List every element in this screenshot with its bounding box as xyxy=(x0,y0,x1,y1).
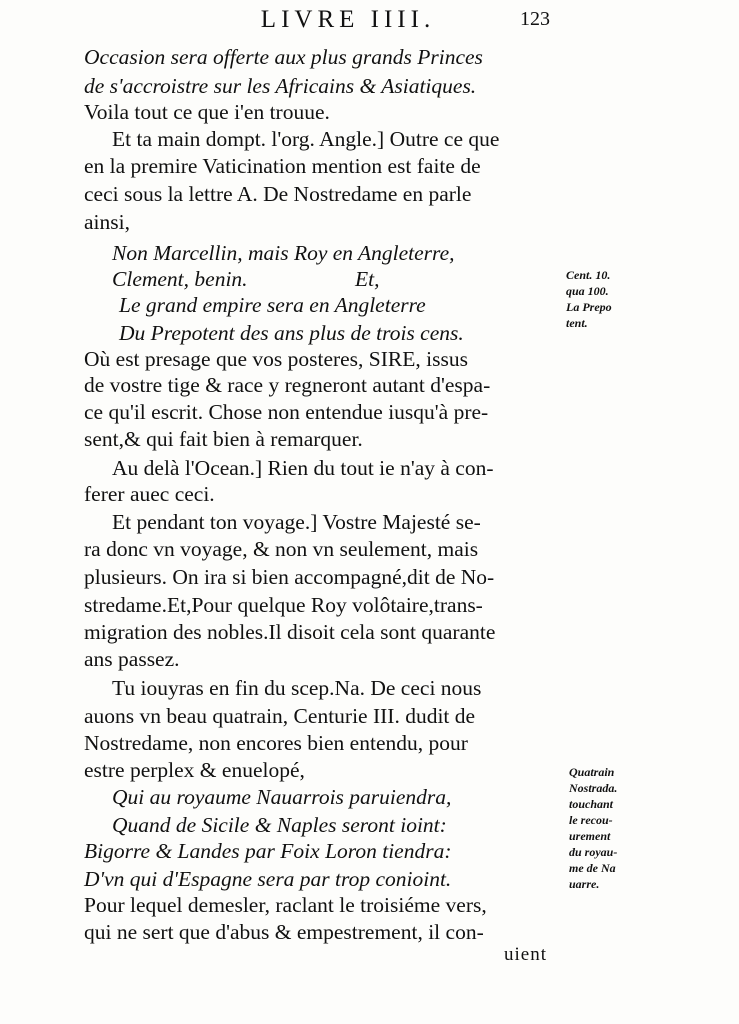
text-line: Occasion sera offerte aux plus grands Princes xyxy=(84,45,483,69)
text-line: Tu iouyras en fin du scep.Na. De ceci nous xyxy=(112,676,482,700)
text-line: stredame.Et,Pour quelque Roy volôtaire,trans- xyxy=(84,593,483,617)
text-line: qui ne sert que d'abus & empestrement, il con- xyxy=(84,920,484,944)
text-line: de s'accroistre sur les Africains & Asiatiques. xyxy=(84,74,477,98)
text-line: Clement, benin. Et, xyxy=(112,267,380,291)
text-line: sent,& qui fait bien à remarquer. xyxy=(84,427,363,451)
text-line: Et ta main dompt. l'org. Angle.] Outre ce que xyxy=(112,127,500,151)
text-line: Du Prepotent des ans plus de trois cens. xyxy=(119,321,464,345)
text-line: Non Marcellin, mais Roy en Angleterre, xyxy=(112,241,455,265)
margin-note-line: Quatrain xyxy=(569,765,615,779)
text-line: ra donc vn voyage, & non vn seulement, mais xyxy=(84,537,479,561)
text-line: Pour lequel demesler, raclant le troisiéme vers, xyxy=(84,893,487,917)
margin-note-quatrain xyxy=(569,764,617,892)
margin-note-line: me de Na xyxy=(569,861,616,875)
text-line: migration des nobles.Il disoit cela sont quarante xyxy=(84,620,496,644)
text-line: Et pendant ton voyage.] Vostre Majesté se- xyxy=(112,510,481,534)
margin-note-centurie xyxy=(566,267,612,331)
margin-note-line: urement xyxy=(569,829,611,843)
margin-note-line: Nostrada. xyxy=(569,781,618,795)
text-line: D'vn qui d'Espagne sera par trop conioint. xyxy=(84,867,452,891)
catchword: uient xyxy=(504,944,547,965)
margin-note-line: uarre. xyxy=(569,877,600,891)
margin-note-line: Cent. 10. xyxy=(566,268,611,282)
text-line: ans passez. xyxy=(84,647,180,671)
text-line: Le grand empire sera en Angleterre xyxy=(119,293,426,317)
text-line: Nostredame, non encores bien entendu, pour xyxy=(84,731,468,755)
text-line: de vostre tige & race y regneront autant d'espa- xyxy=(84,373,491,397)
text-line: Bigorre & Landes par Foix Loron tiendra: xyxy=(84,839,452,863)
margin-note-line: du royau- xyxy=(569,845,618,859)
text-line: ce qu'il escrit. Chose non entendue iusqu'à pre- xyxy=(84,400,489,424)
text-line: ainsi, xyxy=(84,210,130,234)
text-line: en la premire Vaticination mention est faite de xyxy=(84,154,481,178)
text-line: auons vn beau quatrain, Centurie III. dudit de xyxy=(84,704,476,728)
text-line: Quand de Sicile & Naples seront ioint: xyxy=(112,813,447,837)
margin-note-line: tent. xyxy=(566,316,588,330)
text-line: Qui au royaume Nauarrois paruiendra, xyxy=(112,785,452,809)
text-line: estre perplex & enuelopé, xyxy=(84,758,305,782)
page-number: 123 xyxy=(520,8,550,30)
margin-note-line: touchant xyxy=(569,797,614,811)
text-line: ferer auec ceci. xyxy=(84,482,215,506)
text-line: Au delà l'Ocean.] Rien du tout ie n'ay à con- xyxy=(112,456,494,480)
text-line: ceci sous la lettre A. De Nostredame en parle xyxy=(84,182,472,206)
margin-note-line: La Prepo xyxy=(566,300,612,314)
text-line: Où est presage que vos posteres, SIRE, issus xyxy=(84,347,468,371)
margin-note-line: qua 100. xyxy=(566,284,609,298)
text-line: Voila tout ce que i'en trouue. xyxy=(84,100,330,124)
running-title: LIVRE IIII. xyxy=(260,6,436,33)
margin-note-line: le recou- xyxy=(569,813,613,827)
text-line: plusieurs. On ira si bien accompagné,dit de No- xyxy=(84,565,495,589)
